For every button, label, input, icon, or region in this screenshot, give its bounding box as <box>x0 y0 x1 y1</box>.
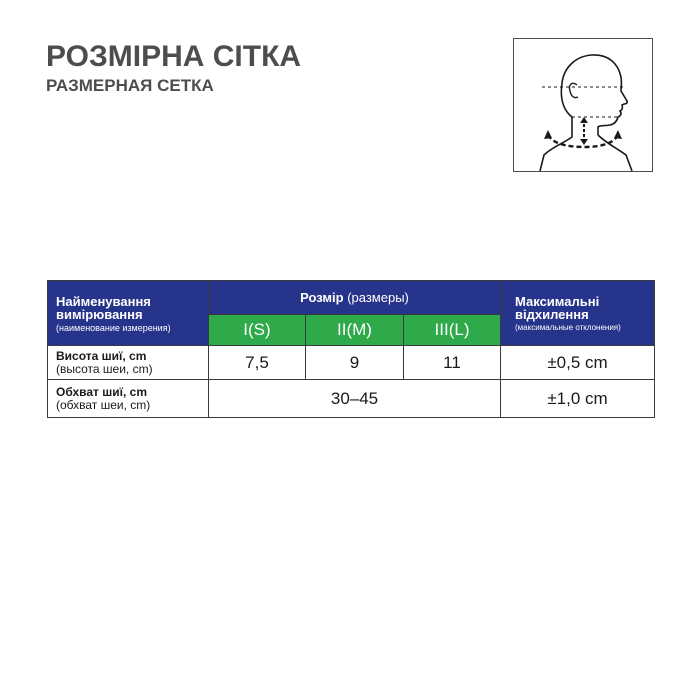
header-size <box>209 281 501 315</box>
ear-outline <box>569 83 578 97</box>
table-header-row <box>48 281 655 315</box>
deviation-cell: ±1,0 cm <box>501 380 655 418</box>
neck-back-outline <box>540 117 572 171</box>
header-deviation <box>501 281 655 346</box>
row-label-sub: (обхват шеи, cm) <box>56 397 151 412</box>
header-measurement-name-label: Найменування вимірювання <box>56 294 151 322</box>
height-arrow-head-bottom <box>580 139 588 145</box>
deviation-cell: ±0,5 cm <box>501 346 655 380</box>
page-subtitle: РАЗМЕРНАЯ СЕТКА <box>46 76 214 95</box>
size-s: I(S) <box>209 315 306 346</box>
row-label-main: Висота шиї, cm <box>56 348 147 363</box>
header-deviation-sublabel: (максимальные отклонения) <box>515 323 621 332</box>
value-cell: 11 <box>404 346 501 380</box>
size-l: III(L) <box>404 315 501 346</box>
header-deviation-label: Максимальні відхилення <box>515 294 600 322</box>
circumference-arrow-head-left <box>544 130 552 139</box>
row-label-sub: (высота шеи, cm) <box>56 361 153 376</box>
page-title: РОЗМІРНА СІТКА <box>46 40 302 73</box>
value-cell: 7,5 <box>209 346 306 380</box>
head-neck-measurement-icon <box>514 39 652 171</box>
table-row <box>48 380 655 418</box>
measurement-figure <box>513 38 653 172</box>
shoulder-front-outline <box>598 135 632 171</box>
size-table <box>47 280 655 418</box>
size-m: II(M) <box>306 315 404 346</box>
circumference-arrow-head-right <box>614 130 622 139</box>
header-size-sublabel: (размеры) <box>347 290 409 305</box>
row-label-neck-circumference <box>48 380 209 418</box>
header-measurement-name <box>48 281 209 346</box>
header-measurement-name-sublabel: (наименование измерения) <box>56 323 171 333</box>
value-cell: 30–45 <box>209 380 501 418</box>
height-arrow-head-top <box>580 117 588 123</box>
row-label-neck-height <box>48 346 209 380</box>
row-label-main: Обхват шиї, cm <box>56 384 147 399</box>
header-size-label: Розмір <box>300 290 344 305</box>
table-row <box>48 346 655 380</box>
value-cell: 9 <box>306 346 404 380</box>
